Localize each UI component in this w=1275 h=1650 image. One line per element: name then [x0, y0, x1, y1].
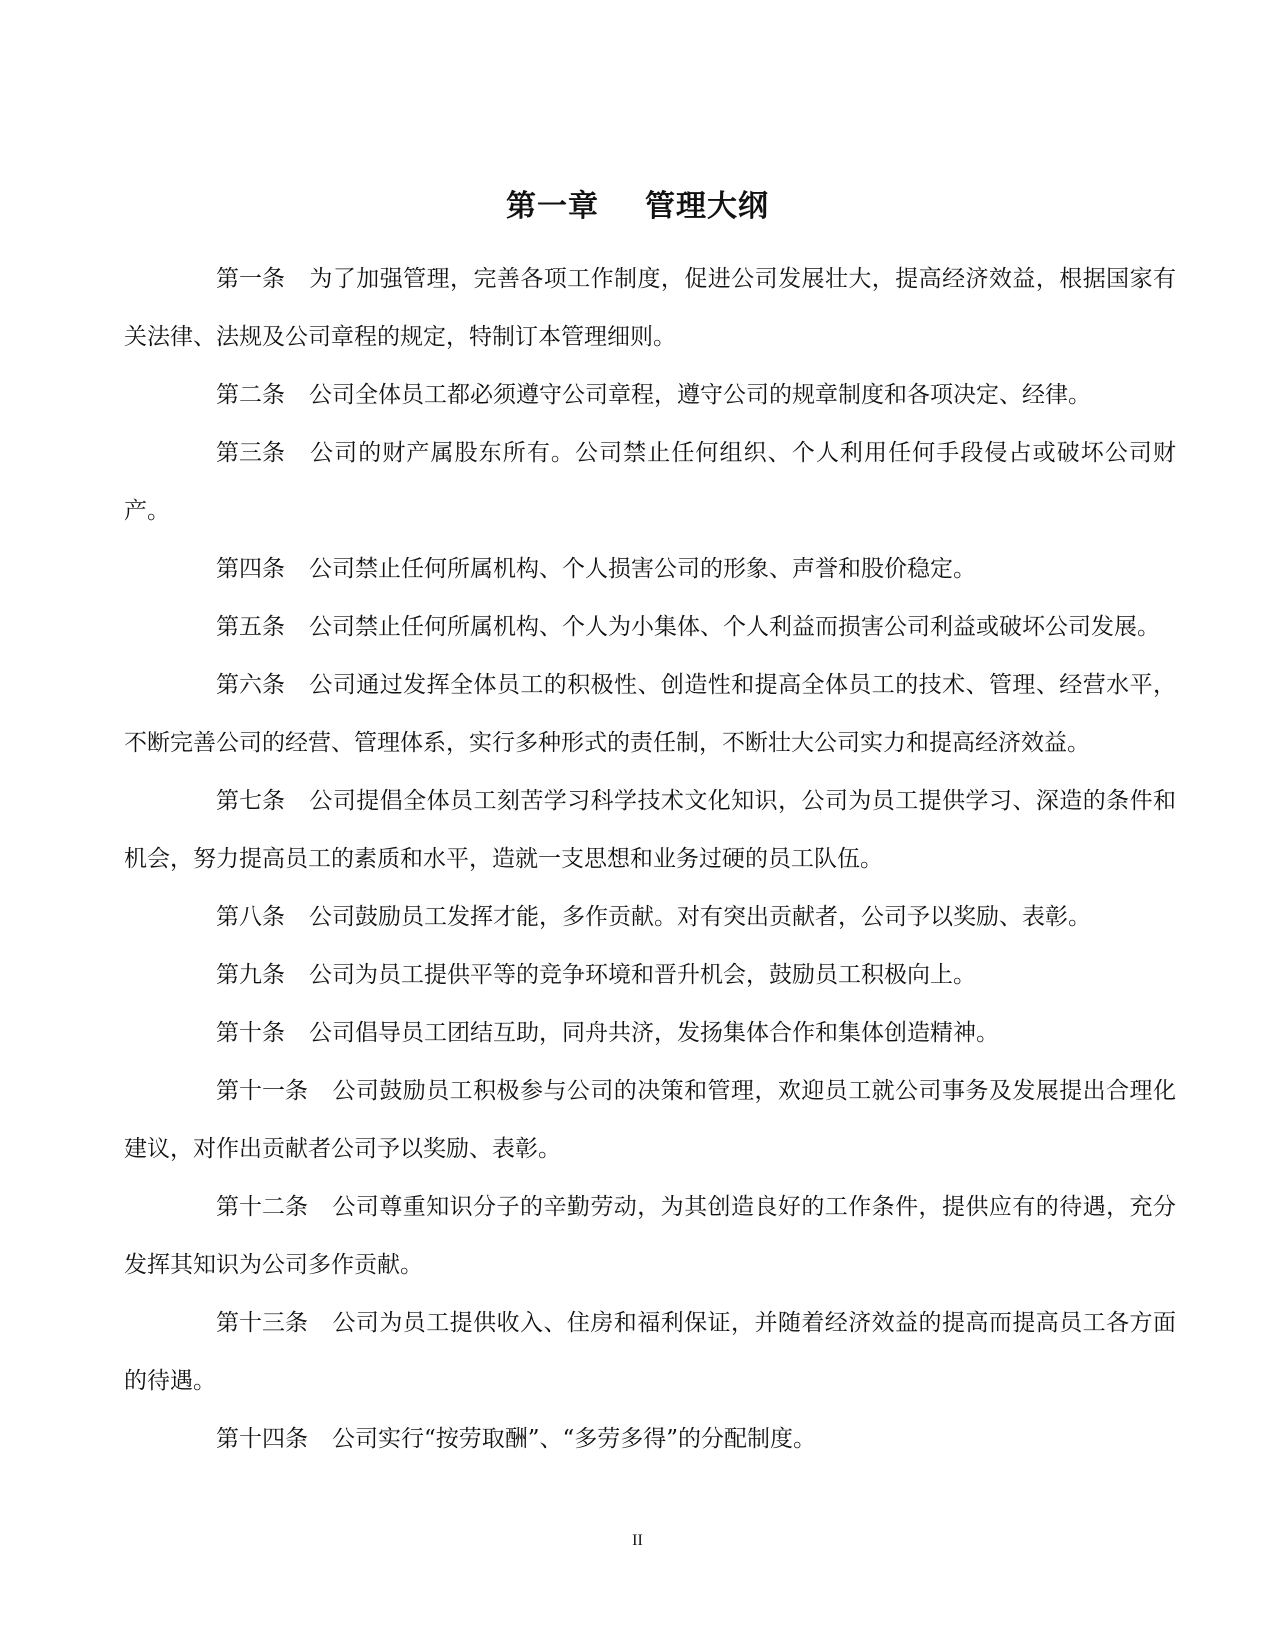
article-text: 公司鼓励员工积极参与公司的决策和管理，欢迎员工就公司事务及发展提出合理化建议，对作出贡献者公司予以奖励、表彰。 [124, 1078, 1176, 1162]
chapter-number: 第一章 [506, 189, 599, 225]
article-12 [124, 1178, 1176, 1294]
article-number: 第五条 [216, 614, 285, 640]
article-number: 第三条 [216, 440, 285, 466]
article-7 [124, 772, 1176, 888]
article-text: 公司实行“按劳取酬”、“多劳多得”的分配制度。 [332, 1426, 817, 1452]
article-2 [124, 366, 1176, 424]
article-text: 公司全体员工都必须遵守公司章程，遵守公司的规章制度和各项决定、经律。 [309, 382, 1091, 408]
article-number: 第一条 [216, 266, 285, 292]
article-10 [124, 1004, 1176, 1062]
article-list [124, 250, 1176, 1468]
chapter-title [0, 185, 1275, 229]
article-text: 公司禁止任何所属机构、个人为小集体、个人利益而损害公司利益或破坏公司发展。 [309, 614, 1160, 640]
article-number: 第二条 [216, 382, 285, 408]
article-4 [124, 540, 1176, 598]
article-number: 第九条 [216, 962, 285, 988]
article-number: 第十二条 [216, 1194, 308, 1220]
article-number: 第七条 [216, 788, 285, 814]
chapter-name: 管理大纲 [645, 189, 769, 225]
article-text: 公司倡导员工团结互助，同舟共济，发扬集体合作和集体创造精神。 [309, 1020, 999, 1046]
article-13 [124, 1294, 1176, 1410]
article-number: 第八条 [216, 904, 285, 930]
article-3 [124, 424, 1176, 540]
article-text: 公司提倡全体员工刻苦学习科学技术文化知识，公司为员工提供学习、深造的条件和机会，努力提高员工的素质和水平，造就一支思想和业务过硬的员工队伍。 [124, 788, 1176, 872]
article-text: 公司鼓励员工发挥才能，多作贡献。对有突出贡献者，公司予以奖励、表彰。 [309, 904, 1091, 930]
article-number: 第十三条 [216, 1310, 308, 1336]
article-text: 为了加强管理，完善各项工作制度，促进公司发展壮大，提高经济效益，根据国家有关法律、法规及公司章程的规定，特制订本管理细则。 [124, 266, 1176, 350]
article-text: 公司的财产属股东所有。公司禁止任何组织、个人利用任何手段侵占或破坏公司财产。 [124, 440, 1176, 524]
article-number: 第四条 [216, 556, 285, 582]
article-number: 第十一条 [216, 1078, 308, 1104]
article-number: 第六条 [216, 672, 285, 698]
article-9 [124, 946, 1176, 1004]
article-14 [124, 1410, 1176, 1468]
article-6 [124, 656, 1176, 772]
article-number: 第十条 [216, 1020, 285, 1046]
article-5 [124, 598, 1176, 656]
article-8 [124, 888, 1176, 946]
article-text: 公司尊重知识分子的辛勤劳动，为其创造良好的工作条件，提供应有的待遇，充分发挥其知识为公司多作贡献。 [124, 1194, 1176, 1278]
article-1 [124, 250, 1176, 366]
page-number: II [632, 1532, 643, 1549]
article-text: 公司通过发挥全体员工的积极性、创造性和提高全体员工的技术、管理、经营水平，不断完善公司的经营、管理体系，实行多种形式的责任制，不断壮大公司实力和提高经济效益。 [124, 672, 1176, 756]
article-text: 公司为员工提供平等的竞争环境和晋升机会，鼓励员工积极向上。 [309, 962, 976, 988]
article-text: 公司禁止任何所属机构、个人损害公司的形象、声誉和股价稳定。 [309, 556, 976, 582]
article-11 [124, 1062, 1176, 1178]
article-number: 第十四条 [216, 1426, 308, 1452]
article-text: 公司为员工提供收入、住房和福利保证，并随着经济效益的提高而提高员工各方面的待遇。 [124, 1310, 1176, 1394]
